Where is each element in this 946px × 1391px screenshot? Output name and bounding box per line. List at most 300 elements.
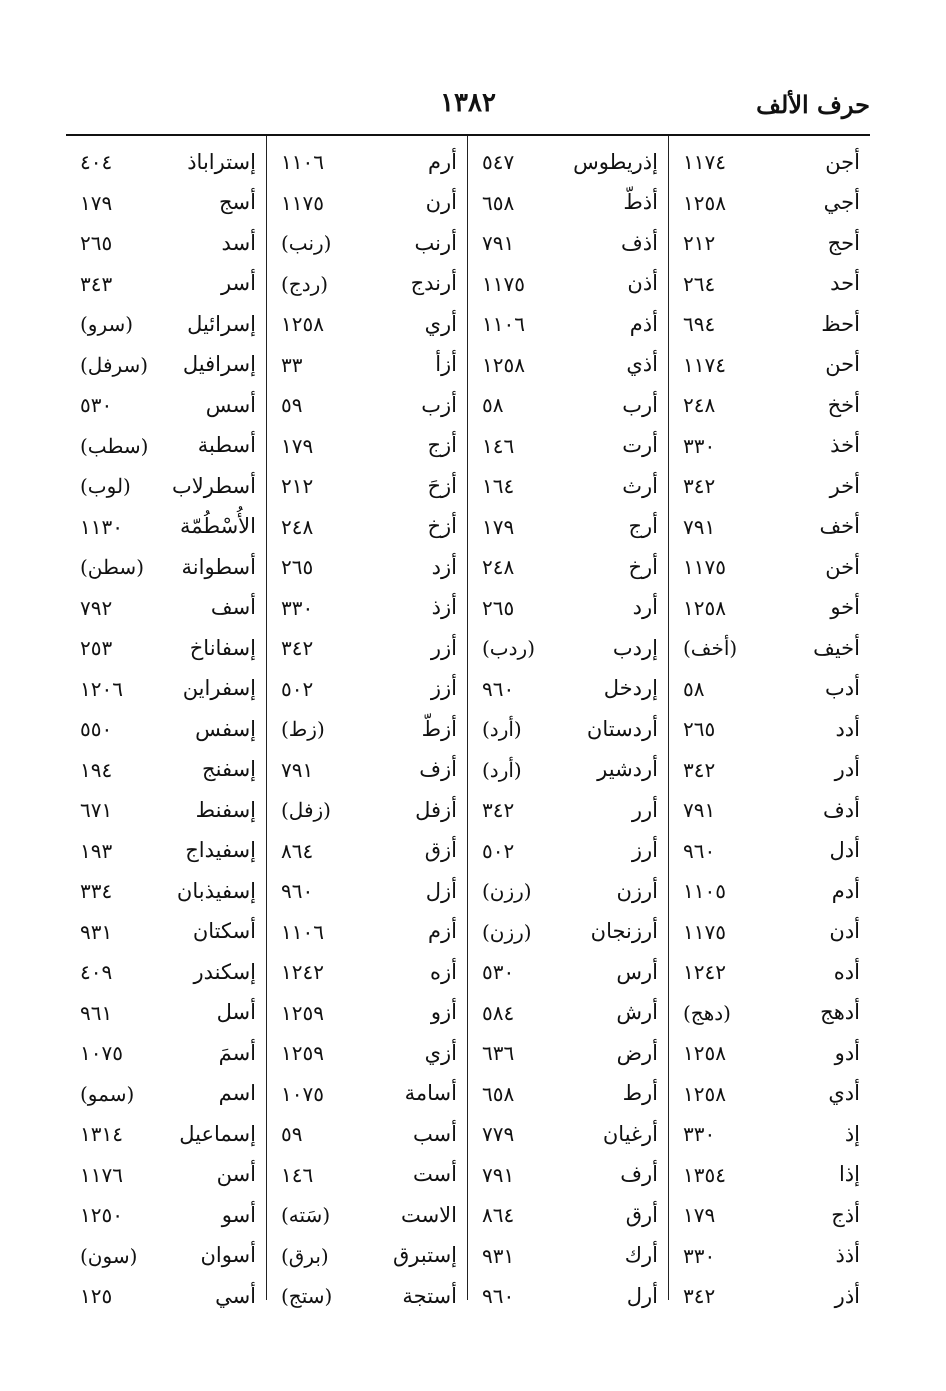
entry-reference: ٧٩٢ [80, 595, 113, 620]
entry-reference: ١٢٥٩ [281, 1000, 324, 1025]
entry-term: أسن [216, 1162, 256, 1187]
entry-term: أدد [835, 716, 860, 741]
index-column-3 [267, 136, 468, 1309]
entry-term: أدهج [820, 1000, 860, 1025]
index-entry [468, 1236, 668, 1277]
entry-reference: (سطن) [80, 555, 144, 580]
entry-reference: (رزن) [482, 879, 532, 904]
entry-term: إسفراين [182, 676, 256, 701]
index-entry [66, 628, 266, 669]
entry-reference: ٩٦٠ [482, 676, 515, 701]
entry-term: أسف [210, 595, 256, 620]
index-entry [66, 345, 266, 386]
entry-term: أردستان [586, 716, 658, 741]
entry-term: أرب [622, 392, 658, 417]
entry-reference: ١٧٩ [482, 514, 515, 539]
entry-term: أرن [425, 190, 457, 215]
entry-reference: ٦٣٦ [482, 1041, 515, 1066]
entry-reference: ٣٣ [281, 352, 303, 377]
entry-term: أري [424, 311, 457, 336]
entry-term: أدل [829, 838, 860, 863]
index-entry [267, 142, 467, 183]
index-entry [468, 1195, 668, 1236]
index-entry [66, 750, 266, 791]
entry-reference: ١٢٥٠ [80, 1203, 123, 1228]
entry-term: أحظ [821, 311, 860, 336]
index-entry [468, 466, 668, 507]
entry-reference: ١١٧٥ [482, 271, 525, 296]
index-entry [267, 1276, 467, 1317]
index-entry [669, 385, 870, 426]
entry-term: أرج [628, 514, 658, 539]
index-entry [468, 1033, 668, 1074]
entry-term: اسم [218, 1081, 256, 1106]
entry-term: أرث [622, 473, 658, 498]
entry-term: أدي [828, 1081, 860, 1106]
entry-term: إسرائيل [187, 311, 256, 336]
index-entry [267, 507, 467, 548]
entry-term: أرل [626, 1283, 658, 1308]
entry-term: أخذ [830, 433, 860, 458]
index-entry [468, 1074, 668, 1115]
entry-term: أسب [412, 1121, 457, 1146]
entry-reference: ١٩٤ [80, 757, 113, 782]
index-entry [66, 993, 266, 1034]
entry-term: أرز [631, 838, 658, 863]
entry-term: أسامة [404, 1081, 457, 1106]
entry-reference: ٣٤٢ [683, 474, 716, 499]
entry-reference: ٣٣٠ [683, 433, 716, 458]
index-entry [669, 1033, 870, 1074]
entry-reference: ٣٤٣ [80, 271, 113, 296]
entry-term: إردخل [603, 676, 658, 701]
entry-reference: ٦٧١ [80, 798, 113, 823]
index-columns [66, 136, 870, 1309]
entry-term: أزز [430, 676, 457, 701]
entry-term: إسفس [195, 716, 256, 741]
entry-term: أزد [431, 554, 457, 579]
entry-term: إسفنج [202, 757, 256, 782]
entry-reference: ٥٨ [683, 676, 705, 701]
entry-reference: ١٢٥٨ [683, 190, 726, 215]
entry-reference: ١٧٩ [683, 1203, 716, 1228]
index-entry [669, 507, 870, 548]
entry-term: إسفاناخ [189, 635, 256, 660]
index-column-4 [66, 136, 267, 1309]
entry-term: الاست [400, 1202, 457, 1227]
index-entry [66, 507, 266, 548]
entry-term: أرط [622, 1081, 658, 1106]
index-entry [669, 669, 870, 710]
entry-term: أرق [625, 1202, 658, 1227]
entry-reference: ٢١٢ [281, 474, 314, 499]
index-entry [468, 669, 668, 710]
entry-reference: ٢١٢ [683, 231, 716, 256]
index-entry [468, 588, 668, 629]
entry-reference: ٥٥٠ [80, 717, 113, 742]
entry-reference: ٧٩١ [482, 1162, 515, 1187]
index-entry [468, 709, 668, 750]
entry-term: أزق [424, 838, 457, 863]
entry-term: أزل [425, 878, 457, 903]
index-entry [66, 426, 266, 467]
entry-reference: ١٣١٤ [80, 1122, 123, 1147]
index-entry [468, 547, 668, 588]
entry-reference: ٣٣٤ [80, 879, 113, 904]
index-entry [468, 142, 668, 183]
index-entry [66, 1276, 266, 1317]
entry-term: أخخ [827, 392, 860, 417]
index-entry [66, 912, 266, 953]
entry-term: أذج [831, 1202, 860, 1227]
entry-term: أدف [823, 797, 860, 822]
entry-term: أسطرلاب [172, 473, 256, 498]
entry-reference: ٥٩ [281, 1122, 303, 1147]
entry-reference: ١٢٥٨ [281, 312, 324, 337]
index-entry [267, 1155, 467, 1196]
index-entry [669, 183, 870, 224]
index-entry [669, 952, 870, 993]
entry-reference: ٦٥٨ [482, 1081, 515, 1106]
entry-reference: ٥٠٢ [482, 838, 515, 863]
entry-reference: ١٢٥٨ [683, 1081, 726, 1106]
entry-reference: (سرفل) [80, 352, 149, 377]
section-title: حرف الألف [756, 90, 870, 119]
entry-term: أرنب [414, 230, 457, 255]
index-entry [267, 183, 467, 224]
entry-reference: ١١٣٠ [80, 514, 123, 539]
entry-term: أذطّ [623, 190, 658, 215]
entry-reference: (لوب) [80, 474, 131, 499]
index-entry [267, 385, 467, 426]
entry-term: أزج [427, 433, 457, 458]
index-entry [669, 264, 870, 305]
entry-reference: ١٢٥ [80, 1284, 113, 1309]
index-entry [468, 345, 668, 386]
index-entry [669, 588, 870, 629]
entry-reference: ٣٤٢ [683, 757, 716, 782]
index-entry [669, 1074, 870, 1115]
index-entry [468, 750, 668, 791]
entry-term: أزو [430, 1000, 457, 1025]
entry-reference: ٧٩١ [482, 231, 515, 256]
entry-reference: ٩٦٠ [482, 1284, 515, 1309]
entry-term: إذا [838, 1162, 860, 1187]
entry-term: أزم [428, 919, 457, 944]
index-entry [66, 1074, 266, 1115]
entry-reference: ١٢٥٨ [683, 595, 726, 620]
entry-reference: ١٦٤ [482, 474, 515, 499]
index-entry [468, 831, 668, 872]
entry-term: أرخ [628, 554, 658, 579]
entry-reference: ٥٨٤ [482, 1000, 515, 1025]
entry-term: أرش [616, 1000, 658, 1025]
entry-reference: ٨٦٤ [482, 1203, 515, 1228]
entry-reference: ١١٧٥ [281, 190, 324, 215]
index-entry [66, 223, 266, 264]
entry-term: أخو [830, 595, 860, 620]
entry-reference: ٦٩٤ [683, 312, 716, 337]
entry-term: إسفنط [195, 797, 256, 822]
index-entry [267, 993, 467, 1034]
entry-reference: ٧٩١ [683, 798, 716, 823]
entry-reference: ١٢٤٢ [281, 960, 324, 985]
entry-term: أجن [825, 149, 860, 174]
index-entry [468, 1276, 668, 1317]
index-entry [669, 1276, 870, 1317]
index-column-2 [468, 136, 669, 1309]
entry-term: إسماعيل [179, 1121, 256, 1146]
entry-term: إذ [844, 1121, 860, 1146]
entry-reference: ٢٦٥ [683, 717, 716, 742]
index-entry [468, 385, 668, 426]
entry-term: أرر [631, 797, 658, 822]
index-entry [66, 790, 266, 831]
index-entry [669, 142, 870, 183]
index-entry [468, 871, 668, 912]
index-entry [669, 345, 870, 386]
index-entry [267, 466, 467, 507]
index-entry [66, 871, 266, 912]
index-entry [468, 912, 668, 953]
index-entry [66, 1033, 266, 1074]
index-entry [66, 183, 266, 224]
entry-reference: ١١٧٤ [683, 150, 726, 175]
entry-term: أسج [219, 190, 256, 215]
entry-term: أخن [825, 554, 860, 579]
entry-reference: ٥٩ [281, 393, 303, 418]
entry-term: أزحَ [427, 473, 457, 498]
entry-term: أرزن [616, 878, 658, 903]
index-entry [66, 1236, 266, 1277]
entry-term: أخيف [813, 635, 860, 660]
entry-reference: ٢٦٥ [482, 595, 515, 620]
entry-term: أدم [831, 878, 860, 903]
entry-reference: (زط) [281, 717, 325, 742]
index-entry [66, 466, 266, 507]
entry-term: أسوان [200, 1243, 256, 1268]
index-entry [468, 1114, 668, 1155]
entry-term: أزذ [431, 595, 457, 620]
index-entry [669, 466, 870, 507]
entry-term: إردب [612, 635, 658, 660]
entry-term: أرندج [410, 271, 457, 296]
index-entry [267, 831, 467, 872]
entry-term: أسس [205, 392, 256, 417]
index-entry [267, 1114, 467, 1155]
entry-reference: ٥٣٠ [80, 393, 113, 418]
entry-reference: (سطب) [80, 433, 149, 458]
entry-term: أخف [819, 514, 860, 539]
entry-term: أسكتان [192, 919, 256, 944]
entry-term: أحن [825, 352, 860, 377]
entry-term: أزب [421, 392, 457, 417]
index-entry [66, 831, 266, 872]
index-entry [468, 628, 668, 669]
entry-reference: ١٣٥٤ [683, 1162, 726, 1187]
entry-reference: ١١٠٦ [281, 150, 324, 175]
entry-reference: ١٤٦ [482, 433, 515, 458]
index-entry [66, 547, 266, 588]
index-entry [267, 750, 467, 791]
index-entry [66, 385, 266, 426]
entry-term: أذر [834, 1283, 860, 1308]
index-entry [66, 142, 266, 183]
entry-term: إسرافيل [182, 352, 256, 377]
entry-term: أده [833, 959, 860, 984]
entry-term: أزف [419, 757, 457, 782]
entry-term: أسر [220, 271, 256, 296]
entry-reference: ٩٣١ [482, 1243, 515, 1268]
entry-term: إسفيداج [185, 838, 256, 863]
entry-term: أردشير [597, 757, 658, 782]
index-entry [267, 790, 467, 831]
index-entry [267, 264, 467, 305]
page-number: ١٣٨٢ [440, 88, 496, 118]
entry-term: أرم [428, 149, 457, 174]
entry-term: أست [412, 1162, 457, 1187]
index-entry [267, 547, 467, 588]
entry-reference: ١٢٥٨ [683, 1041, 726, 1066]
entry-reference: ٩٦٠ [683, 838, 716, 863]
index-entry [669, 1114, 870, 1155]
entry-reference: (دهج) [683, 1000, 731, 1025]
entry-term: إستراباذ [187, 149, 256, 174]
entry-term: أرد [632, 595, 658, 620]
index-entry [267, 952, 467, 993]
index-entry [669, 1236, 870, 1277]
entry-reference: (أرد) [482, 717, 522, 742]
entry-reference: ٥٣٠ [482, 960, 515, 985]
entry-term: أزه [430, 959, 457, 984]
entry-term: أذذ [835, 1243, 860, 1268]
entry-term: أذف [621, 230, 658, 255]
entry-term: أدن [829, 919, 860, 944]
entry-reference: ٥٤٧ [482, 150, 515, 175]
entry-reference: ٧٩١ [281, 757, 314, 782]
entry-term: أستجة [402, 1283, 457, 1308]
index-entry [267, 669, 467, 710]
entry-term: إسكندر [193, 959, 256, 984]
entry-reference: ٥٠٢ [281, 676, 314, 701]
index-entry [267, 426, 467, 467]
entry-reference: ٩٦٠ [281, 879, 314, 904]
index-entry [468, 304, 668, 345]
entry-reference: ١٢٥٩ [281, 1041, 324, 1066]
entry-term: أرزنجان [590, 919, 658, 944]
entry-reference: ١١٧٤ [683, 352, 726, 377]
entry-reference: ٦٥٨ [482, 190, 515, 215]
entry-term: أزأ [435, 352, 457, 377]
entry-term: أدب [825, 676, 860, 701]
entry-reference: ٨٦٤ [281, 838, 314, 863]
entry-reference: ٧٧٩ [482, 1122, 515, 1147]
entry-reference: ١٤٦ [281, 1162, 314, 1187]
entry-term: أزفل [415, 797, 457, 822]
index-entry [66, 264, 266, 305]
entry-reference: ٢٤٨ [683, 393, 716, 418]
entry-reference: (ستج) [281, 1284, 333, 1309]
entry-term: إسفيذبان [176, 878, 256, 903]
entry-term: أحج [827, 230, 860, 255]
entry-term: أذي [626, 352, 658, 377]
entry-reference: ١٠٧٥ [80, 1041, 123, 1066]
entry-term: أخر [829, 473, 860, 498]
page-header [66, 86, 870, 126]
index-entry [468, 790, 668, 831]
index-entry [267, 871, 467, 912]
entry-term: أذن [627, 271, 658, 296]
index-entry [468, 507, 668, 548]
entry-term: أسد [221, 230, 256, 255]
entry-reference: ٩٣١ [80, 919, 113, 944]
entry-term: أذم [629, 311, 658, 336]
entry-reference: ١١٠٥ [683, 879, 726, 904]
entry-term: أجي [823, 190, 860, 215]
entry-reference: ٢٦٥ [281, 555, 314, 580]
index-entry [267, 912, 467, 953]
entry-term: أدر [834, 757, 860, 782]
entry-reference: ٥٨ [482, 393, 504, 418]
index-entry [267, 1236, 467, 1277]
entry-reference: ٣٣٠ [683, 1243, 716, 1268]
entry-term: أسل [216, 1000, 256, 1025]
entry-term: أرض [616, 1040, 658, 1065]
entry-reference: ٢٦٤ [683, 271, 716, 296]
index-entry [267, 1074, 467, 1115]
entry-term: أزخ [427, 514, 457, 539]
entry-reference: ٢٥٣ [80, 636, 113, 661]
entry-term: أرغيان [602, 1121, 658, 1146]
entry-reference: ١٧٩ [281, 433, 314, 458]
entry-reference: ٧٩١ [683, 514, 716, 539]
index-entry [267, 588, 467, 629]
index-entry [669, 1195, 870, 1236]
entry-reference: ١٧٩ [80, 190, 113, 215]
entry-reference: ١٩٣ [80, 838, 113, 863]
index-entry [66, 1114, 266, 1155]
entry-term: أسمَ [218, 1040, 256, 1065]
entry-reference: ٢٤٨ [281, 514, 314, 539]
entry-term: أسطبة [197, 433, 256, 458]
entry-reference: ٤٠٩ [80, 960, 113, 985]
entry-reference: (أخف) [683, 636, 738, 661]
index-entry [267, 628, 467, 669]
entry-term: أدو [834, 1040, 860, 1065]
index-entry [669, 871, 870, 912]
entry-reference: ١٢٠٦ [80, 676, 123, 701]
entry-reference: ١١٧٥ [683, 555, 726, 580]
entry-reference: ١٢٤٢ [683, 960, 726, 985]
index-entry [468, 426, 668, 467]
index-entry [669, 547, 870, 588]
entry-term: أحد [830, 271, 860, 296]
index-entry [669, 831, 870, 872]
index-entry [669, 304, 870, 345]
index-column-1 [669, 136, 870, 1309]
entry-term: أزي [424, 1040, 457, 1065]
entry-reference: ١١٠٦ [482, 312, 525, 337]
entry-reference: ١١٠٦ [281, 919, 324, 944]
entry-reference: (رزن) [482, 919, 532, 944]
index-entry [468, 264, 668, 305]
entry-term: الأُسْطُمّة [179, 514, 256, 539]
entry-reference: ٣٣٠ [683, 1122, 716, 1147]
index-entry [468, 993, 668, 1034]
entry-reference: (سمو) [80, 1081, 135, 1106]
index-entry [669, 993, 870, 1034]
entry-term: أسو [221, 1202, 256, 1227]
